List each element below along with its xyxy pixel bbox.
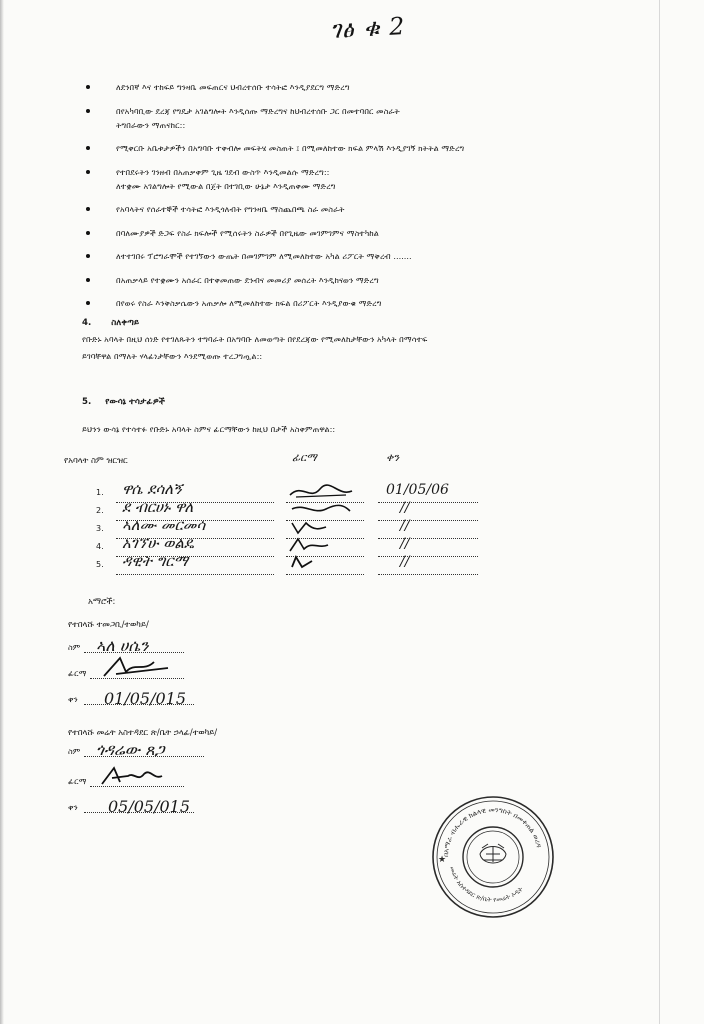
- bullet-text: በየወሩ የስራ እንቅስቃሴውን አጠቃሎ ለሚመለከተው ክፍል በሪፖርት እንዲያውቁ ማድረግ: [116, 298, 382, 308]
- bullet-text: ለደንበኛ እና ተከፍይ ግንዛቤ መፍጠርና ህብረተሰቡ ተሳትፎ እንዲያደርግ ማድረግ: [116, 82, 350, 92]
- bullet-dot-icon: [86, 301, 90, 305]
- row-date: 01/05/06: [386, 482, 449, 498]
- row-name: ደ ብርሀኑ ዋለ: [122, 498, 194, 516]
- approver-2-signature: [98, 764, 178, 790]
- bullet-text: የሚቀርቡ አቤቱታዎችን በአግባቡ ተቀብሎ መፍትሄ መስጠት ፤ በሚመለከተው ክፍል ምላሽ እንዲያገኝ ክትትል ማድረግ: [116, 143, 465, 153]
- row-name: ኣለሙ መርመሳ: [122, 516, 206, 534]
- bullet-dot-icon: [86, 146, 90, 150]
- approvals-heading: አማሮች:: [88, 596, 116, 606]
- bullet-item: [86, 165, 676, 193]
- section-4-line-2: ይገባቸዋል በማለት ሃላፊነታቸውን እንደሚወጡ ተረጋግጧል::: [82, 351, 263, 361]
- participants-table: [60, 451, 500, 575]
- section-5-title: የውሳኔ ተሳታፊዎች: [105, 397, 165, 407]
- row-number: 2.: [96, 506, 104, 515]
- bullet-dot-icon: [86, 231, 90, 235]
- bullet-dot-icon: [86, 254, 90, 258]
- row-signature: [286, 553, 356, 575]
- bullet-dot-icon: [86, 278, 90, 282]
- row-date: //: [400, 536, 410, 552]
- bullet-text: ትግበራውን ማጠናከር::: [116, 119, 186, 130]
- section-4-title: ስለቀጣይ: [111, 318, 140, 328]
- approver-1-signature: [98, 654, 178, 682]
- section-5-paragraph: ይህንን ውሳኔ የተሳተፉ የቡድኑ አባላት ስምና ፊርማቸውን ከዚህ በታች አስቀምጠዋል::: [82, 424, 336, 434]
- section-4-paragraph: [82, 331, 427, 365]
- name-label: ስም: [68, 642, 81, 652]
- approver-1-signature-field: [68, 662, 188, 682]
- approver-1-date-field: [68, 688, 208, 708]
- approver-1-name-field: [68, 636, 188, 656]
- bullet-text: በየአካባቢው ደረጃ የግዴታ አገልግሎት እንዲሰጡ ማድረግና ከህብረተሰቡ ጋር በመተባበር መስራት: [116, 105, 400, 116]
- scan-edge: [0, 0, 4, 1024]
- date-label: ቀን: [68, 694, 78, 704]
- col-header-signature: ፊርማ: [292, 451, 317, 464]
- approver-2-name: ጎዳሬው ጸጋ: [96, 740, 165, 759]
- name-label: ስም: [68, 746, 81, 756]
- row-number: 5.: [96, 560, 104, 569]
- bullet-dot-icon: [86, 85, 90, 89]
- row-number: 1.: [96, 488, 104, 497]
- bullet-text: በባለሙያዎች ድጋፍ የስራ ክፍሎች የሚሰሩትን ስራዎች በየጊዜው መገምገምና ማስተካከል: [116, 227, 379, 238]
- approver-1-name: ኣለ ሀሴን: [96, 636, 149, 655]
- col-header-name: የአባላት ስም ዝርዝር: [64, 455, 128, 465]
- section-4-heading: [82, 318, 139, 328]
- section-4-number: 4.: [82, 318, 92, 328]
- bullet-item: [86, 226, 676, 240]
- bullet-text: የአባላትና የሰራተኞች ተሳትፎ እንዲጎለብት የግንዛቤ ማስጨበጫ ስራ መስራት: [116, 204, 345, 214]
- row-number: 4.: [96, 542, 104, 551]
- bullet-text: ለተቋሙ አገልግሎት የሚውል በጀት በተገቢው ሁኔታ እንዲጠቀሙ ማድረግ: [116, 180, 336, 191]
- row-name: ዳዊት ግርማ: [122, 552, 189, 570]
- approver-1-date: 01/05/015: [104, 689, 187, 708]
- bullet-dot-icon: [86, 207, 90, 211]
- bullet-item: [86, 202, 676, 216]
- svg-text:መሬት አስተዳደር ጽ/ቤት የመሬት ኦዲት: መሬት አስተዳደር ጽ/ቤት የመሬት ኦዲት: [447, 865, 525, 904]
- table-row: [60, 552, 500, 575]
- date-label: ቀን: [68, 802, 78, 812]
- bullet-list: [86, 80, 676, 320]
- bullet-text: የተበደሩትን ገንዘብ በአጠቃቀም ጊዜ ገደብ ውስጥ እንዲመልሱ ማድረግ::: [116, 166, 330, 177]
- bullet-text: ለተተገበሩ ፕሮግራሞች የተገኘውን ውጤት በመገምገም ለሚመለከተው አካል ሪፖርት ማቅረብ .......: [116, 251, 412, 261]
- bullet-text: በአጠቃላይ የተቋሙን አሰራር በተቀመጠው ደንብና መመሪያ መሰረት እንዲከናወን ማድረግ: [116, 274, 379, 285]
- svg-text:በአማራ ብሔራዊ ክልላዊ መንግስት በመቀጠል ወረዳ: በአማራ ብሔራዊ ክልላዊ መንግስት በመቀጠል ወረዳ: [441, 805, 543, 858]
- approver-2-name-field: [68, 740, 288, 760]
- bullet-item: [86, 80, 676, 94]
- bullet-item: [86, 249, 676, 263]
- bullet-item: [86, 296, 676, 310]
- bullet-item: [86, 273, 676, 287]
- section-5-heading: [82, 397, 165, 407]
- bullet-item: [86, 104, 676, 132]
- approver-2-date: 05/05/015: [108, 797, 191, 816]
- section-4-line-1: የቡድኑ አባላት በዚህ ሰነድ የተገለጹትን ተግባራት በአግባቡ ለመወጣት በየደረጃው የሚመለከታቸውን አካላት በማሳተፍ: [82, 334, 428, 344]
- page-number: ገፅ ቁ 2: [329, 12, 407, 44]
- signature-label: ፊርማ: [68, 776, 87, 786]
- approver-1-title: የተበላሹ ተመጋቢ/ተወካይ/: [68, 619, 149, 629]
- row-number: 3.: [96, 524, 104, 533]
- bullet-dot-icon: [86, 109, 90, 113]
- signature-label: ፊርማ: [68, 668, 87, 678]
- approver-2-date-field: [68, 796, 208, 816]
- row-name: አገኘሁ ወልዴ: [122, 534, 194, 552]
- row-date: //: [400, 518, 410, 534]
- bullet-dot-icon: [86, 170, 90, 174]
- approver-2-signature-field: [68, 770, 188, 790]
- row-date: //: [400, 554, 410, 570]
- bullet-item: [86, 141, 676, 155]
- row-name: ዋሴ ደሳለኝ: [122, 480, 182, 498]
- approver-2-title: የተበላሹ መሬት አስተዳደር ጽ/ቤት ኃላፊ/ተወካይ/: [68, 727, 218, 737]
- col-header-date: ቀን: [386, 451, 400, 464]
- row-date: //: [400, 500, 410, 516]
- svg-text:★: ★: [438, 855, 447, 865]
- section-5-number: 5.: [82, 397, 92, 407]
- official-seal: [428, 792, 558, 922]
